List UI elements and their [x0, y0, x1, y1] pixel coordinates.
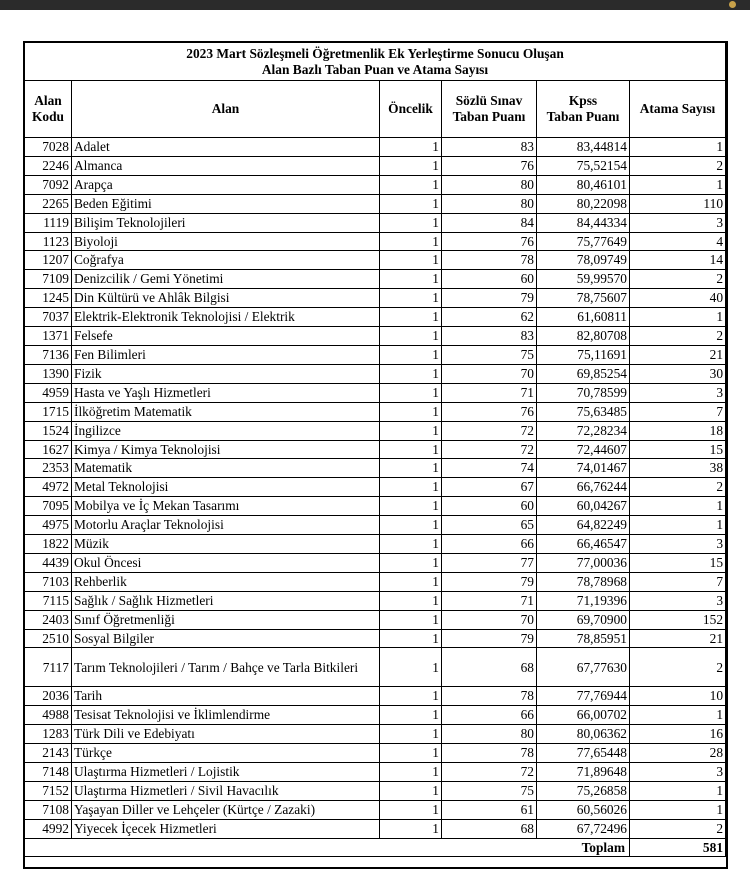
cell-alan-kodu: 7095	[25, 497, 72, 516]
cell-oncelik: 1	[380, 289, 442, 308]
cell-kpss: 60,04267	[537, 497, 630, 516]
cell-alan: Yiyecek İçecek Hizmetleri	[72, 819, 380, 838]
table-body	[25, 138, 726, 839]
title-line-2: Alan Bazlı Taban Puan ve Atama Sayısı	[261, 61, 489, 77]
cell-atama: 7	[630, 402, 726, 421]
cell-alan-kodu: 7037	[25, 308, 72, 327]
total-row	[25, 838, 726, 856]
table-row	[25, 572, 726, 591]
cell-atama: 2	[630, 819, 726, 838]
cell-atama: 3	[630, 763, 726, 782]
cell-oncelik: 1	[380, 610, 442, 629]
cell-alan-kodu: 7109	[25, 270, 72, 289]
cell-atama: 1	[630, 782, 726, 801]
cell-kpss: 69,85254	[537, 364, 630, 383]
cell-sozlu: 76	[442, 402, 537, 421]
cell-alan-kodu: 7103	[25, 572, 72, 591]
cell-alan-kodu: 1123	[25, 232, 72, 251]
cell-kpss: 61,60811	[537, 308, 630, 327]
cell-atama: 4	[630, 232, 726, 251]
cell-atama: 1	[630, 800, 726, 819]
cell-alan: Arapça	[72, 175, 380, 194]
cell-alan: Tarım Teknolojileri / Tarım / Bahçe ve Tarla Bitkileri	[72, 648, 380, 687]
table-row	[25, 648, 726, 687]
cell-kpss: 75,77649	[537, 232, 630, 251]
cell-atama: 3	[630, 213, 726, 232]
header-kod-line2: Kodu	[31, 109, 64, 124]
cell-kpss: 82,80708	[537, 327, 630, 346]
cell-atama: 21	[630, 629, 726, 648]
cell-sozlu: 65	[442, 516, 537, 535]
cell-oncelik: 1	[380, 819, 442, 838]
cell-oncelik: 1	[380, 800, 442, 819]
cell-atama: 16	[630, 725, 726, 744]
cell-atama: 1	[630, 308, 726, 327]
cell-oncelik: 1	[380, 327, 442, 346]
cell-oncelik: 1	[380, 648, 442, 687]
cell-alan: Okul Öncesi	[72, 553, 380, 572]
header-alan-kodu	[25, 81, 72, 138]
cell-alan: Almanca	[72, 156, 380, 175]
cell-sozlu: 72	[442, 421, 537, 440]
header-sozlu	[442, 81, 537, 138]
cell-oncelik: 1	[380, 629, 442, 648]
cell-kpss: 70,78599	[537, 383, 630, 402]
cell-sozlu: 83	[442, 138, 537, 157]
cell-alan: Matematik	[72, 459, 380, 478]
cell-oncelik: 1	[380, 308, 442, 327]
cell-atama: 1	[630, 706, 726, 725]
cell-alan-kodu: 7028	[25, 138, 72, 157]
cell-alan: Kimya / Kimya Teknolojisi	[72, 440, 380, 459]
cell-atama: 15	[630, 553, 726, 572]
cell-kpss: 80,22098	[537, 194, 630, 213]
cell-sozlu: 68	[442, 819, 537, 838]
cell-alan: Yaşayan Diller ve Lehçeler (Kürtçe / Zazaki)	[72, 800, 380, 819]
cell-alan: Felsefe	[72, 327, 380, 346]
cell-alan-kodu: 4992	[25, 819, 72, 838]
window-dot-icon	[729, 1, 736, 8]
cell-alan-kodu: 1245	[25, 289, 72, 308]
cell-alan: Din Kültürü ve Ahlâk Bilgisi	[72, 289, 380, 308]
cell-oncelik: 1	[380, 535, 442, 554]
cell-alan-kodu: 1822	[25, 535, 72, 554]
table-row	[25, 497, 726, 516]
cell-oncelik: 1	[380, 744, 442, 763]
cell-oncelik: 1	[380, 194, 442, 213]
cell-sozlu: 80	[442, 194, 537, 213]
cell-kpss: 78,09749	[537, 251, 630, 270]
header-sozlu-line2: Taban Puanı	[452, 109, 526, 124]
cell-oncelik: 1	[380, 459, 442, 478]
cell-atama: 1	[630, 175, 726, 194]
cell-alan: Hasta ve Yaşlı Hizmetleri	[72, 383, 380, 402]
cell-oncelik: 1	[380, 687, 442, 706]
table-row	[25, 327, 726, 346]
cell-alan: Sağlık / Sağlık Hizmetleri	[72, 591, 380, 610]
header-oncelik: Öncelik	[380, 81, 442, 138]
cell-alan-kodu: 2510	[25, 629, 72, 648]
cell-oncelik: 1	[380, 572, 442, 591]
cell-atama: 110	[630, 194, 726, 213]
cell-atama: 15	[630, 440, 726, 459]
cell-alan: Sınıf Öğretmenliği	[72, 610, 380, 629]
cell-alan-kodu: 7136	[25, 345, 72, 364]
cell-atama: 10	[630, 687, 726, 706]
cell-kpss: 83,44814	[537, 138, 630, 157]
top-bar	[0, 0, 750, 10]
cell-kpss: 75,11691	[537, 345, 630, 364]
cell-alan: İlköğretim Matematik	[72, 402, 380, 421]
cell-alan-kodu: 2353	[25, 459, 72, 478]
cell-kpss: 80,46101	[537, 175, 630, 194]
cell-atama: 3	[630, 591, 726, 610]
cell-kpss: 72,28234	[537, 421, 630, 440]
cell-oncelik: 1	[380, 175, 442, 194]
cell-alan-kodu: 1524	[25, 421, 72, 440]
cell-oncelik: 1	[380, 478, 442, 497]
table-row	[25, 800, 726, 819]
cell-kpss: 69,70900	[537, 610, 630, 629]
cell-kpss: 80,06362	[537, 725, 630, 744]
cell-sozlu: 72	[442, 763, 537, 782]
cell-kpss: 77,00036	[537, 553, 630, 572]
cell-atama: 2	[630, 648, 726, 687]
cell-kpss: 66,76244	[537, 478, 630, 497]
cell-alan-kodu: 2036	[25, 687, 72, 706]
cell-alan-kodu: 4988	[25, 706, 72, 725]
table-row	[25, 535, 726, 554]
table-row	[25, 459, 726, 478]
cell-alan: Metal Teknolojisi	[72, 478, 380, 497]
header-atama: Atama Sayısı	[630, 81, 726, 138]
table-row	[25, 763, 726, 782]
cell-alan: Ulaştırma Hizmetleri / Lojistik	[72, 763, 380, 782]
cell-alan-kodu: 7152	[25, 782, 72, 801]
cell-atama: 14	[630, 251, 726, 270]
cell-sozlu: 80	[442, 175, 537, 194]
cell-alan: Elektrik-Elektronik Teknolojisi / Elektrik	[72, 308, 380, 327]
cell-alan: Biyoloji	[72, 232, 380, 251]
cell-kpss: 74,01467	[537, 459, 630, 478]
cell-sozlu: 70	[442, 610, 537, 629]
cell-alan-kodu: 1627	[25, 440, 72, 459]
cell-alan: Fizik	[72, 364, 380, 383]
header-kpss-line2: Taban Puanı	[546, 109, 620, 124]
cell-alan: Müzik	[72, 535, 380, 554]
cell-kpss: 75,26858	[537, 782, 630, 801]
cell-kpss: 72,44607	[537, 440, 630, 459]
cell-kpss: 75,52154	[537, 156, 630, 175]
cell-atama: 21	[630, 345, 726, 364]
cell-alan: Rehberlik	[72, 572, 380, 591]
cell-alan-kodu: 7117	[25, 648, 72, 687]
cell-alan: Fen Bilimleri	[72, 345, 380, 364]
cell-oncelik: 1	[380, 402, 442, 421]
cell-sozlu: 67	[442, 478, 537, 497]
cell-sozlu: 75	[442, 345, 537, 364]
cell-alan-kodu: 1371	[25, 327, 72, 346]
cell-kpss: 59,99570	[537, 270, 630, 289]
cell-oncelik: 1	[380, 553, 442, 572]
cell-oncelik: 1	[380, 725, 442, 744]
cell-kpss: 66,46547	[537, 535, 630, 554]
document-sheet	[0, 10, 750, 866]
cell-alan: Ulaştırma Hizmetleri / Sivil Havacılık	[72, 782, 380, 801]
table-row	[25, 725, 726, 744]
header-kpss	[537, 81, 630, 138]
cell-kpss: 78,78968	[537, 572, 630, 591]
cell-sozlu: 83	[442, 327, 537, 346]
cell-oncelik: 1	[380, 383, 442, 402]
cell-alan: Türk Dili ve Edebiyatı	[72, 725, 380, 744]
table-row	[25, 687, 726, 706]
cell-sozlu: 79	[442, 289, 537, 308]
cell-sozlu: 84	[442, 213, 537, 232]
table-row	[25, 516, 726, 535]
cell-alan-kodu: 4972	[25, 478, 72, 497]
table-row	[25, 213, 726, 232]
table-row	[25, 364, 726, 383]
cell-alan: Coğrafya	[72, 251, 380, 270]
cell-alan-kodu: 4975	[25, 516, 72, 535]
table-row	[25, 232, 726, 251]
table-row	[25, 345, 726, 364]
cell-sozlu: 75	[442, 782, 537, 801]
cell-kpss: 84,44334	[537, 213, 630, 232]
cell-atama: 2	[630, 327, 726, 346]
cell-sozlu: 76	[442, 232, 537, 251]
cell-oncelik: 1	[380, 156, 442, 175]
cell-alan: Denizcilik / Gemi Yönetimi	[72, 270, 380, 289]
cell-atama: 2	[630, 156, 726, 175]
table-row	[25, 478, 726, 497]
table-row	[25, 553, 726, 572]
cell-sozlu: 76	[442, 156, 537, 175]
table-row	[25, 308, 726, 327]
cell-sozlu: 79	[442, 572, 537, 591]
cell-sozlu: 80	[442, 725, 537, 744]
cell-alan: Tesisat Teknolojisi ve İklimlendirme	[72, 706, 380, 725]
cell-oncelik: 1	[380, 345, 442, 364]
cell-alan-kodu: 1390	[25, 364, 72, 383]
cell-atama: 40	[630, 289, 726, 308]
cell-oncelik: 1	[380, 138, 442, 157]
table-row	[25, 591, 726, 610]
cell-alan-kodu: 1207	[25, 251, 72, 270]
cell-kpss: 78,75607	[537, 289, 630, 308]
cell-atama: 7	[630, 572, 726, 591]
cell-atama: 152	[630, 610, 726, 629]
total-label: Toplam	[25, 838, 630, 856]
cell-oncelik: 1	[380, 232, 442, 251]
table-row	[25, 440, 726, 459]
header-kod-line1: Alan	[34, 93, 62, 108]
cell-sozlu: 61	[442, 800, 537, 819]
cell-sozlu: 78	[442, 687, 537, 706]
cell-atama: 28	[630, 744, 726, 763]
results-table	[24, 42, 726, 857]
cell-alan-kodu: 4959	[25, 383, 72, 402]
cell-alan: Beden Eğitimi	[72, 194, 380, 213]
cell-kpss: 66,00702	[537, 706, 630, 725]
cell-oncelik: 1	[380, 706, 442, 725]
cell-alan-kodu: 7115	[25, 591, 72, 610]
header-sozlu-line1: Sözlü Sınav	[455, 93, 523, 108]
cell-alan: Motorlu Araçlar Teknolojisi	[72, 516, 380, 535]
cell-kpss: 67,72496	[537, 819, 630, 838]
cell-alan-kodu: 7092	[25, 175, 72, 194]
cell-alan-kodu: 2265	[25, 194, 72, 213]
header-kpss-line1: Kpss	[568, 93, 598, 108]
cell-kpss: 64,82249	[537, 516, 630, 535]
cell-oncelik: 1	[380, 763, 442, 782]
cell-sozlu: 66	[442, 706, 537, 725]
title-line-1: 2023 Mart Sözleşmeli Öğretmenlik Ek Yerleştirme Sonucu Oluşan	[186, 45, 564, 61]
table-row	[25, 629, 726, 648]
cell-alan: Adalet	[72, 138, 380, 157]
cell-oncelik: 1	[380, 421, 442, 440]
cell-alan: Bilişim Teknolojileri	[72, 213, 380, 232]
cell-atama: 38	[630, 459, 726, 478]
cell-oncelik: 1	[380, 497, 442, 516]
cell-sozlu: 62	[442, 308, 537, 327]
cell-sozlu: 78	[442, 744, 537, 763]
cell-atama: 30	[630, 364, 726, 383]
cell-atama: 1	[630, 138, 726, 157]
table-row	[25, 251, 726, 270]
cell-kpss: 78,85951	[537, 629, 630, 648]
cell-oncelik: 1	[380, 440, 442, 459]
table-row	[25, 402, 726, 421]
cell-kpss: 75,63485	[537, 402, 630, 421]
cell-alan-kodu: 1283	[25, 725, 72, 744]
cell-oncelik: 1	[380, 270, 442, 289]
cell-sozlu: 79	[442, 629, 537, 648]
table-row	[25, 744, 726, 763]
cell-alan-kodu: 1715	[25, 402, 72, 421]
cell-sozlu: 78	[442, 251, 537, 270]
cell-kpss: 60,56026	[537, 800, 630, 819]
total-value: 581	[630, 838, 726, 856]
cell-alan-kodu: 1119	[25, 213, 72, 232]
table-row	[25, 194, 726, 213]
table-row	[25, 175, 726, 194]
cell-alan-kodu: 2143	[25, 744, 72, 763]
cell-atama: 2	[630, 270, 726, 289]
cell-atama: 3	[630, 535, 726, 554]
cell-sozlu: 60	[442, 270, 537, 289]
cell-atama: 3	[630, 383, 726, 402]
cell-sozlu: 68	[442, 648, 537, 687]
table-row	[25, 421, 726, 440]
cell-alan: Tarih	[72, 687, 380, 706]
cell-kpss: 67,77630	[537, 648, 630, 687]
cell-kpss: 71,19396	[537, 591, 630, 610]
table-row	[25, 289, 726, 308]
cell-alan: Sosyal Bilgiler	[72, 629, 380, 648]
cell-alan-kodu: 2246	[25, 156, 72, 175]
cell-kpss: 71,89648	[537, 763, 630, 782]
cell-alan: Türkçe	[72, 744, 380, 763]
cell-sozlu: 60	[442, 497, 537, 516]
header-alan: Alan	[72, 81, 380, 138]
cell-oncelik: 1	[380, 516, 442, 535]
cell-kpss: 77,65448	[537, 744, 630, 763]
table-row	[25, 706, 726, 725]
table-row	[25, 156, 726, 175]
table-row	[25, 383, 726, 402]
cell-sozlu: 70	[442, 364, 537, 383]
cell-sozlu: 77	[442, 553, 537, 572]
cell-atama: 1	[630, 497, 726, 516]
cell-sozlu: 72	[442, 440, 537, 459]
cell-alan-kodu: 2403	[25, 610, 72, 629]
cell-alan-kodu: 4439	[25, 553, 72, 572]
table-row	[25, 610, 726, 629]
cell-atama: 18	[630, 421, 726, 440]
cell-alan: Mobilya ve İç Mekan Tasarımı	[72, 497, 380, 516]
cell-atama: 2	[630, 478, 726, 497]
table-title	[25, 43, 726, 81]
cell-alan-kodu: 7148	[25, 763, 72, 782]
cell-alan: İngilizce	[72, 421, 380, 440]
cell-kpss: 77,76944	[537, 687, 630, 706]
cell-oncelik: 1	[380, 251, 442, 270]
table-row	[25, 270, 726, 289]
cell-sozlu: 71	[442, 591, 537, 610]
cell-oncelik: 1	[380, 782, 442, 801]
table-row	[25, 819, 726, 838]
cell-oncelik: 1	[380, 591, 442, 610]
cell-atama: 1	[630, 516, 726, 535]
cell-alan-kodu: 7108	[25, 800, 72, 819]
cell-oncelik: 1	[380, 364, 442, 383]
cell-sozlu: 71	[442, 383, 537, 402]
table-row	[25, 138, 726, 157]
cell-sozlu: 66	[442, 535, 537, 554]
cell-sozlu: 74	[442, 459, 537, 478]
table-row	[25, 782, 726, 801]
cell-oncelik: 1	[380, 213, 442, 232]
